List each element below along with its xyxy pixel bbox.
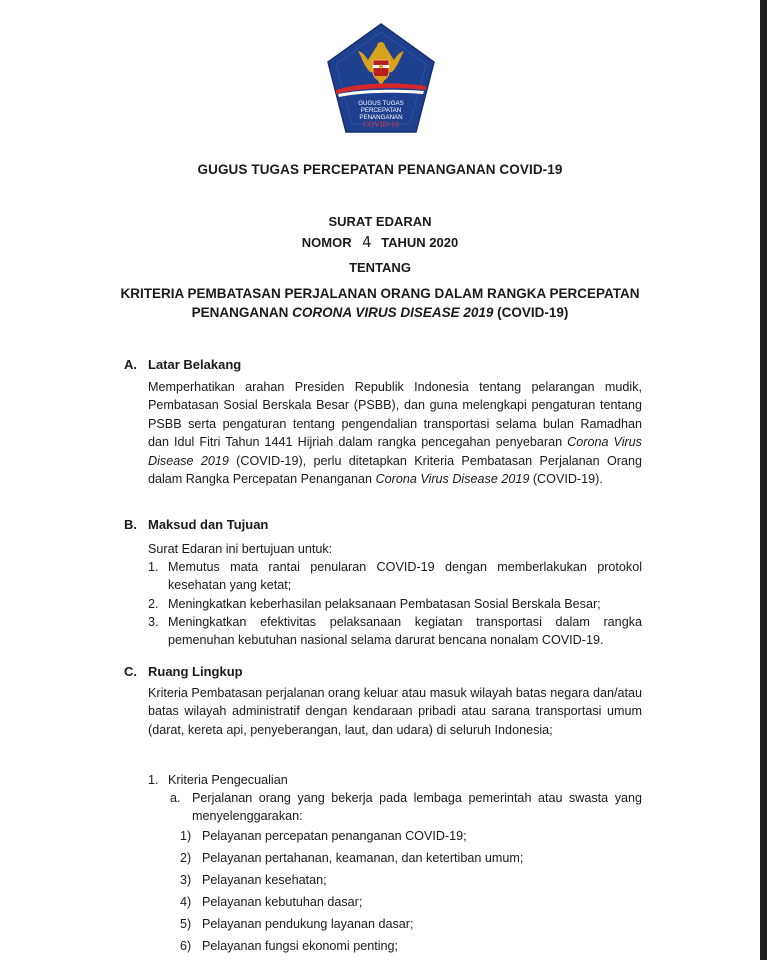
- section-a-paragraph: Memperhatikan arahan Presiden Republik Indonesia tentang pelarangan mudik, Pembatasan Sosial Berskala Besar (PSBB), dan guna melengkapi pengaturan tentang PSBB serta pengaturan tentang pengendalian transportasi selama bulan Ramadhan dan Idul Fitri Tahun 1441 Hijriah dalam rangka pencegahan penyebaran Corona Virus Disease 2019 (COVID-19), perlu ditetapkan Kriteria Pembatasan Perjalanan Orang dalam Rangka Percepatan Penanganan Corona Virus Disease 2019 (COVID-19).: [148, 380, 643, 487]
- letter-number-line: [0, 233, 760, 251]
- section-b-heading: B. Maksud dan Tujuan: [124, 517, 269, 532]
- criteria-item: 1) Pelayanan percepatan penanganan COVID-19;: [180, 829, 467, 843]
- logo-line-3: PENANGANAN: [359, 114, 403, 121]
- sub-list-item: a. Perjalanan orang yang bekerja pada lembaga pemerintah atau swasta yang menyelenggarakan:: [170, 791, 642, 824]
- letter-type: SURAT EDARAN: [328, 214, 432, 229]
- criteria-item: 2) Pelayanan pertahanan, keamanan, dan ketertiban umum;: [180, 851, 524, 865]
- handwritten-number: 4: [360, 232, 372, 252]
- number-label: NOMOR: [301, 235, 352, 250]
- section-c-heading: C. Ruang Lingkup: [124, 664, 243, 679]
- criteria-item: 3) Pelayanan kesehatan;: [180, 873, 327, 887]
- logo-line-2: PERCEPATAN: [360, 107, 402, 114]
- subject-line-2: PENANGANAN CORONA VIRUS DISEASE 2019 (COVID-19): [191, 305, 569, 320]
- logo-line-4: COVID-19: [363, 120, 399, 129]
- about-label: TENTANG: [349, 260, 411, 275]
- criteria-item: 4) Pelayanan kebutuhan dasar;: [180, 895, 363, 909]
- list-item: 3. Meningkatkan efektivitas pelaksanaan kegiatan transportasi dalam rangka pemenuhan kebutuhan nasional selama darurat bencana nonalam COVID-19.: [148, 615, 642, 648]
- list-item: 2. Meningkatkan keberhasilan pelaksanaan Pembatasan Sosial Berskala Besar;: [148, 597, 601, 611]
- section-c-paragraph: Kriteria Pembatasan perjalanan orang keluar atau masuk wilayah batas negara dan/atau batas wilayah administratif dengan kendaraan pribadi atau sarana transportasi umum (darat, kereta api, penyeberangan, laut, dan udara) di seluruh Indonesia;: [148, 686, 642, 737]
- list-item: 1. Kriteria Pengecualian: [148, 773, 288, 787]
- section-b-intro: Surat Edaran ini bertujuan untuk:: [148, 542, 333, 556]
- year-label: TAHUN 2020: [381, 235, 459, 250]
- section-a-heading: A. Latar Belakang: [124, 357, 242, 372]
- subject-line-1: KRITERIA PEMBATASAN PERJALANAN ORANG DALAM RANGKA PERCEPATAN: [120, 286, 640, 301]
- criteria-item: 5) Pelayanan pendukung layanan dasar;: [180, 917, 414, 931]
- logo-line-1: GUGUS TUGAS: [358, 100, 404, 107]
- garuda-emblem-icon: [322, 20, 440, 138]
- list-item: 1. Memutus mata rantai penularan COVID-19 dengan memberlakukan protokol kesehatan yang ketat;: [148, 560, 642, 593]
- agency-title: GUGUS TUGAS PERCEPATAN PENANGANAN COVID-19: [197, 162, 563, 177]
- task-force-logo: [322, 20, 440, 138]
- scan-edge: [760, 0, 767, 960]
- criteria-item: 6) Pelayanan fungsi ekonomi penting;: [180, 939, 399, 953]
